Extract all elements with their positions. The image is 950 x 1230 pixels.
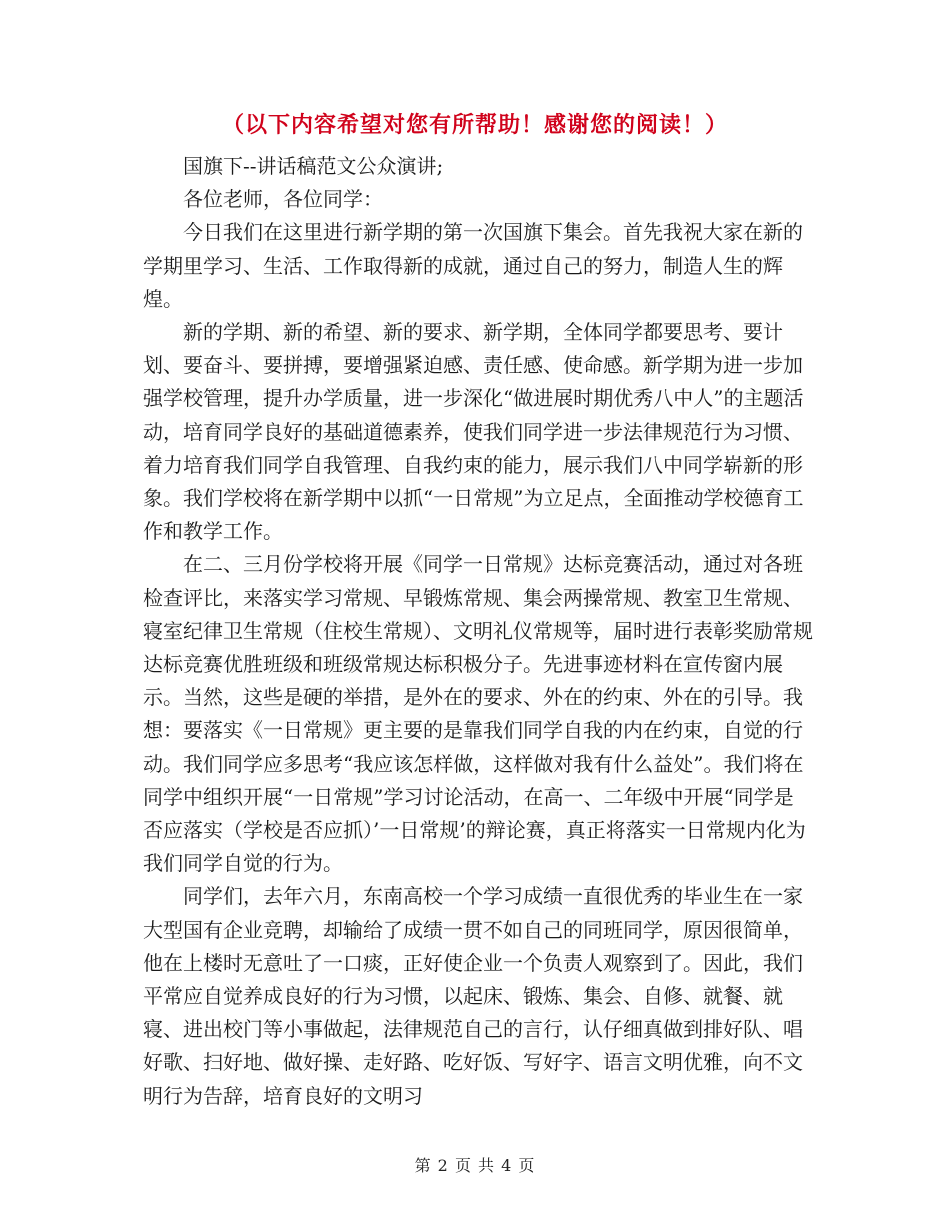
paragraph-4: 同学们，去年六月，东南高校一个学习成绩一直很优秀的毕业生在一家大型国有企业竞聘，却输给了成绩一贯不如自己的同班同学，原因很简单，他在上楼时无意吐了一口痰，正好使企业一个负责人观察到了。因此，我们平常应自觉养成良好的行为习惯，以起床、锻炼、集会、自修、就餐、就寝、进出校门等小事做起，法律规范自己的言行，认仔细真做到排好队、唱好歌、扫好地、做好操、走好路、吃好饭、写好字、语言文明优雅，向不文明行为告辞，培育良好的文明习	[143, 884, 803, 1108]
paragraph-1: 今日我们在这里进行新学期的第一次国旗下集会。首先我祝大家在新的学期里学习、生活、工作取得新的成就，通过自己的努力，制造人生的辉煌。	[143, 220, 803, 311]
page-number-footer: 第 2 页 共 4 页	[414, 1156, 536, 1175]
document-body	[143, 150, 813, 1113]
greeting: 各位老师，各位同学：	[183, 187, 383, 212]
paragraph-2: 新的学期、新的希望、新的要求、新学期，全体同学都要思考、要计划、要奋斗、要拼搏，要增强紧迫感、责任感、使命感。新学期为进一步加强学校管理，提升办学质量，进一步深化“做进展时期优秀八中人”的主题活动，培育同学良好的基础道德素养，使我们同学进一步法律规范行为习惯、着力培育我们同学自我管理、自我约束的能力，展示我们八中同学崭新的形象。我们学校将在新学期中以抓“一日常规”为立足点，全面推动学校德育工作和教学工作。	[143, 320, 804, 544]
title-line: 国旗下--讲话稿范文公众演讲;	[183, 154, 444, 178]
paragraph-3: 在二、三月份学校将开展《同学一日常规》达标竞赛活动，通过对各班检查评比，来落实学习常规、早锻炼常规、集会两操常规、教室卫生常规、寝室纪律卫生常规（住校生常规）、文明礼仪常规等，届时进行表彰奖励常规达标竞赛优胜班级和班级常规达标积极分子。先进事迹材料在宣传窗内展示。当然，这些是硬的举措，是外在的要求、外在的约束、外在的引导。我想：要落实《一日常规》更主要的是靠我们同学自我的内在约束，自觉的行动。我们同学应多思考“我应该怎样做，这样做对我有什么益处”。我们将在同学中组织开展“一日常规”学习讨论活动，在高一、二年级中开展“同学是否应落实（学校是否应抓）’一日常规’的辩论赛，真正将落实一日常规内化为我们同学自觉的行为。	[143, 552, 813, 876]
banner-notice: （以下内容希望对您有所帮助！感谢您的阅读！）	[221, 112, 728, 138]
